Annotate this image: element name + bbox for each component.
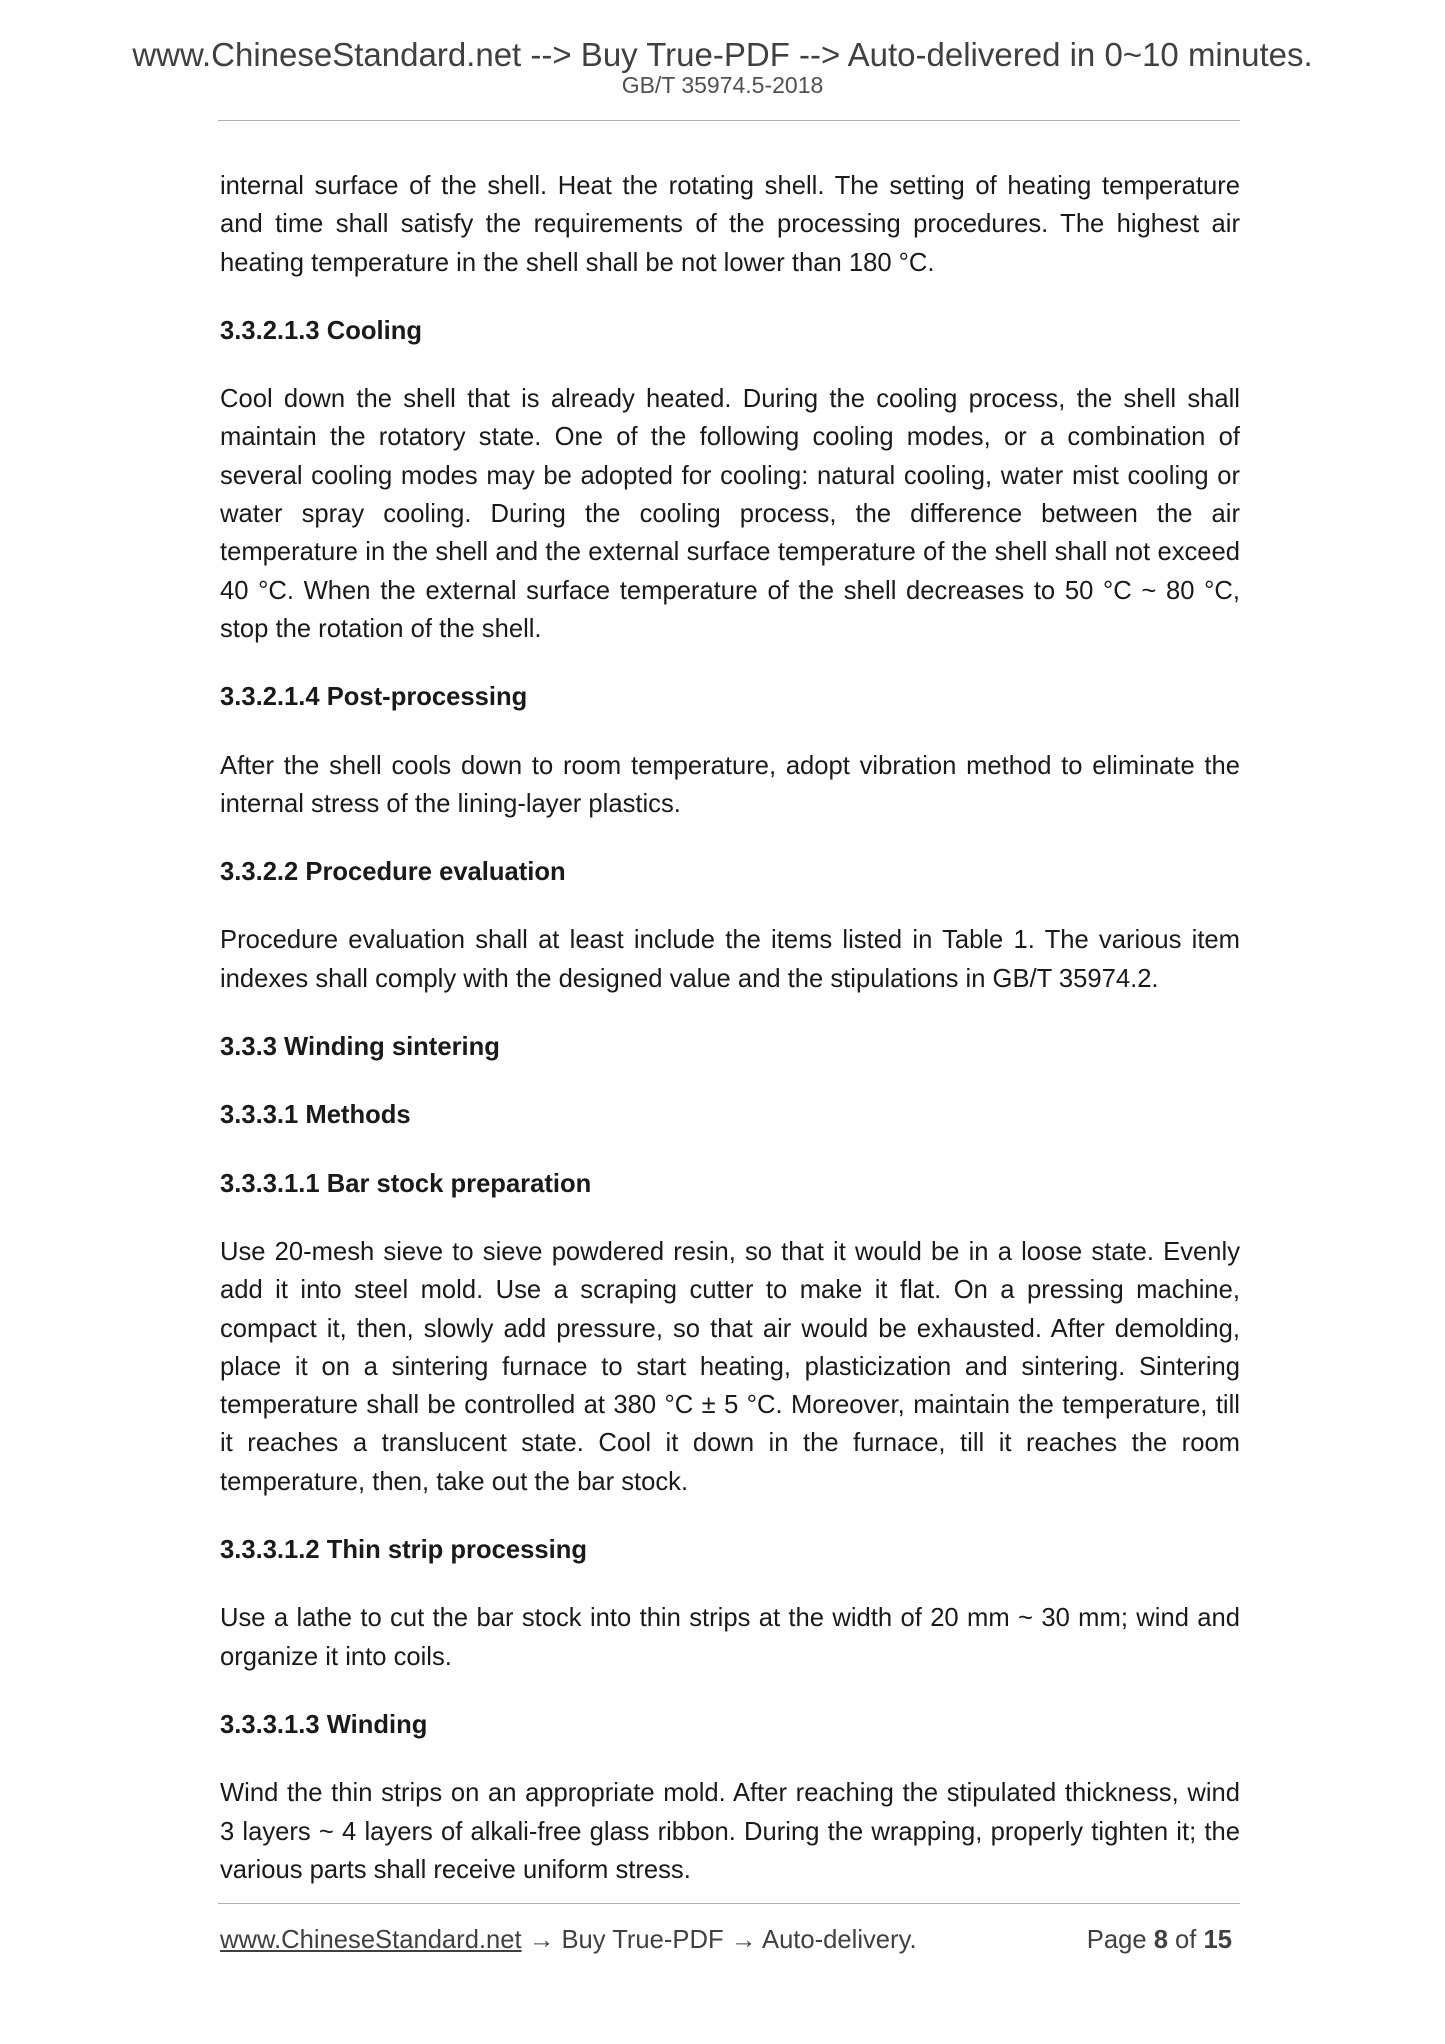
page-indicator	[1087, 1922, 1232, 1958]
heading-3-3-2-1-4: 3.3.2.1.4 Post-processing	[220, 683, 528, 712]
page-label: Page	[1086, 1926, 1147, 1954]
header-divider	[218, 120, 1240, 121]
heading-3-3-2-1-3: 3.3.2.1.3 Cooling	[220, 316, 422, 345]
paragraph-winding: Wind the thin strips on an appropriate mold. After reaching the stipulated thickness, wind 3 layers ~ 4 layers of alkali-free glass ribbon. During the wrapping, properly tighten it; the various parts shall receive uniform stress.	[220, 1779, 1240, 1884]
heading-3-3-2-2: 3.3.2.2 Procedure evaluation	[220, 858, 566, 887]
heading-3-3-3-1-2: 3.3.3.1.2 Thin strip processing	[220, 1536, 587, 1565]
footer-site-link[interactable]: www.ChineseStandard.net	[220, 1926, 522, 1954]
footer-divider	[218, 1903, 1240, 1904]
paragraph-cooling: Cool down the shell that is already heated. During the cooling process, the shell shall maintain the rotatory state. One of the following cooling modes, or a combination of several cooling modes may be adopted for cooling: natural cooling, water mist cooling or water spray cooling. During the cooling process, the difference between the air temperature in the shell and the external surface temperature of the shell shall not exceed 40 °C. When the external surface temperature of the shell decreases to 50 °C ~ 80 °C, stop the rotation of the shell.	[220, 385, 1240, 643]
paragraph-thin-strip: Use a lathe to cut the bar stock into thin strips at the width of 20 mm ~ 30 mm; wind and organize it into coils.	[220, 1604, 1240, 1671]
heading-3-3-3-1-3: 3.3.3.1.3 Winding	[220, 1710, 428, 1739]
paragraph-post-processing: After the shell cools down to room temperature, adopt vibration method to eliminate the internal stress of the lining-layer plastics.	[220, 751, 1240, 818]
page-current: 8	[1153, 1926, 1168, 1954]
heading-3-3-3-1: 3.3.3.1 Methods	[220, 1101, 411, 1130]
top-banner: www.ChineseStandard.net --> Buy True-PDF --> Auto-delivered in 0~10 minutes.	[132, 36, 1313, 73]
paragraph-heating-continuation: internal surface of the shell. Heat the rotating shell. The setting of heating temperature and time shall satisfy the requirements of the processing procedures. The highest air heating temperature in the shell shall be not lower than 180 °C.	[220, 172, 1240, 277]
heading-3-3-3: 3.3.3 Winding sintering	[220, 1033, 500, 1062]
paragraph-bar-stock: Use 20-mesh sieve to sieve powdered resin, so that it would be in a loose state. Evenly add it into steel mold. Use a scraping cutter to make it flat. On a pressing machine, compact it, then, slowly add pressure, so that air would be exhausted. After demolding, place it on a sintering furnace to start heating, plasticization and sintering. Sintering temperature shall be controlled at 380 °C ± 5 °C. Moreover, maintain the temperature, till it reaches a translucent state. Cool it down in the furnace, till it reaches the room temperature, then, take out the bar stock.	[220, 1237, 1240, 1496]
arrow-right-icon: →	[521, 1926, 562, 1954]
standard-number: GB/T 35974.5-2018	[621, 72, 824, 98]
page-total: 15	[1203, 1926, 1232, 1954]
arrow-right-icon: →	[723, 1926, 762, 1954]
of-label: of	[1175, 1926, 1197, 1954]
heading-3-3-3-1-1: 3.3.3.1.1 Bar stock preparation	[220, 1169, 592, 1198]
footer-buy-text: Buy True-PDF	[561, 1926, 724, 1954]
footer-delivery-text: Auto-delivery.	[762, 1926, 917, 1954]
footer-links	[220, 1922, 917, 1958]
document-body	[220, 167, 1240, 1919]
paragraph-procedure-evaluation: Procedure evaluation shall at least include the items listed in Table 1. The various item indexes shall comply with the designed value and the stipulations in GB/T 35974.2.	[220, 926, 1240, 993]
